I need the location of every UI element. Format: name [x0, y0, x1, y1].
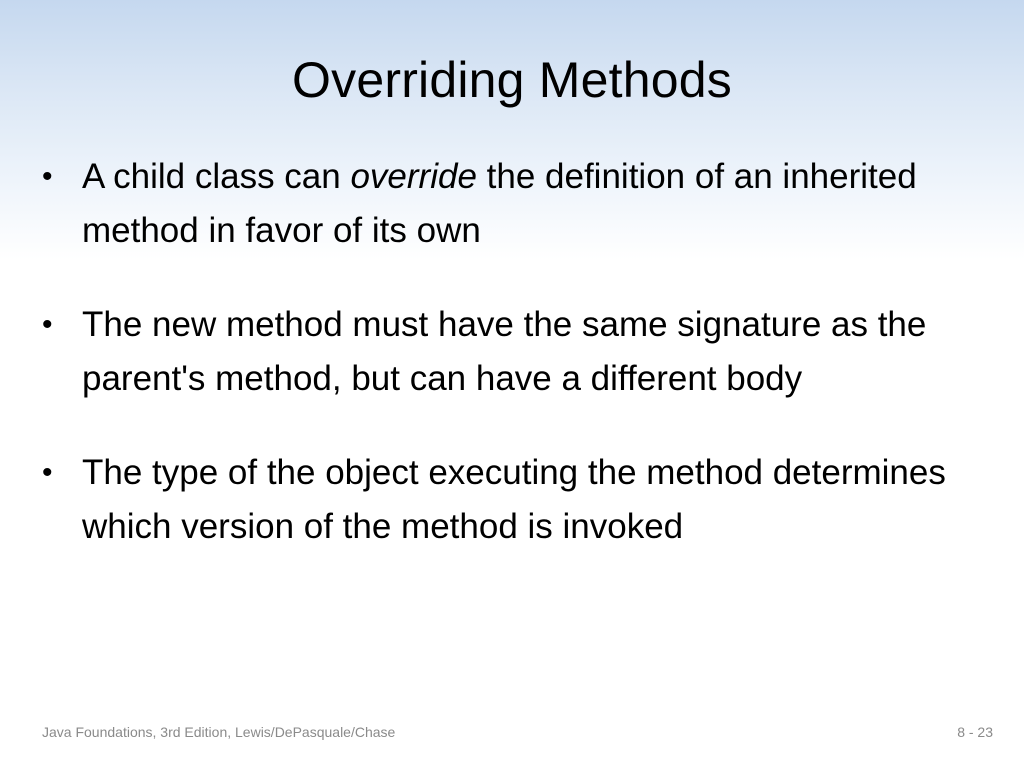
bullet-dot-icon: •: [42, 160, 53, 193]
bullet-item-override: [40, 150, 990, 258]
footer-page-number: 8 - 23: [957, 724, 993, 740]
bullet-text: The type of the object executing the method determines which version of the method is invoked: [82, 453, 946, 546]
slide-title: Overriding Methods: [292, 52, 732, 108]
bullet-emphasis: override: [350, 157, 477, 196]
bullet-item-object-type: [40, 446, 990, 554]
bullet-item-signature: [40, 298, 990, 406]
bullet-dot-icon: •: [42, 456, 53, 489]
bullet-text: The new method must have the same signature as the parent's method, but can have a different body: [82, 305, 927, 398]
bullet-dot-icon: •: [42, 308, 53, 341]
bullet-list: [40, 150, 990, 554]
bullet-text-start: A child class can: [82, 157, 351, 196]
footer-source: Java Foundations, 3rd Edition, Lewis/DePasquale/Chase: [42, 724, 396, 740]
bullet-text-end: the definition of an inherited method in favor of its own: [82, 157, 917, 250]
